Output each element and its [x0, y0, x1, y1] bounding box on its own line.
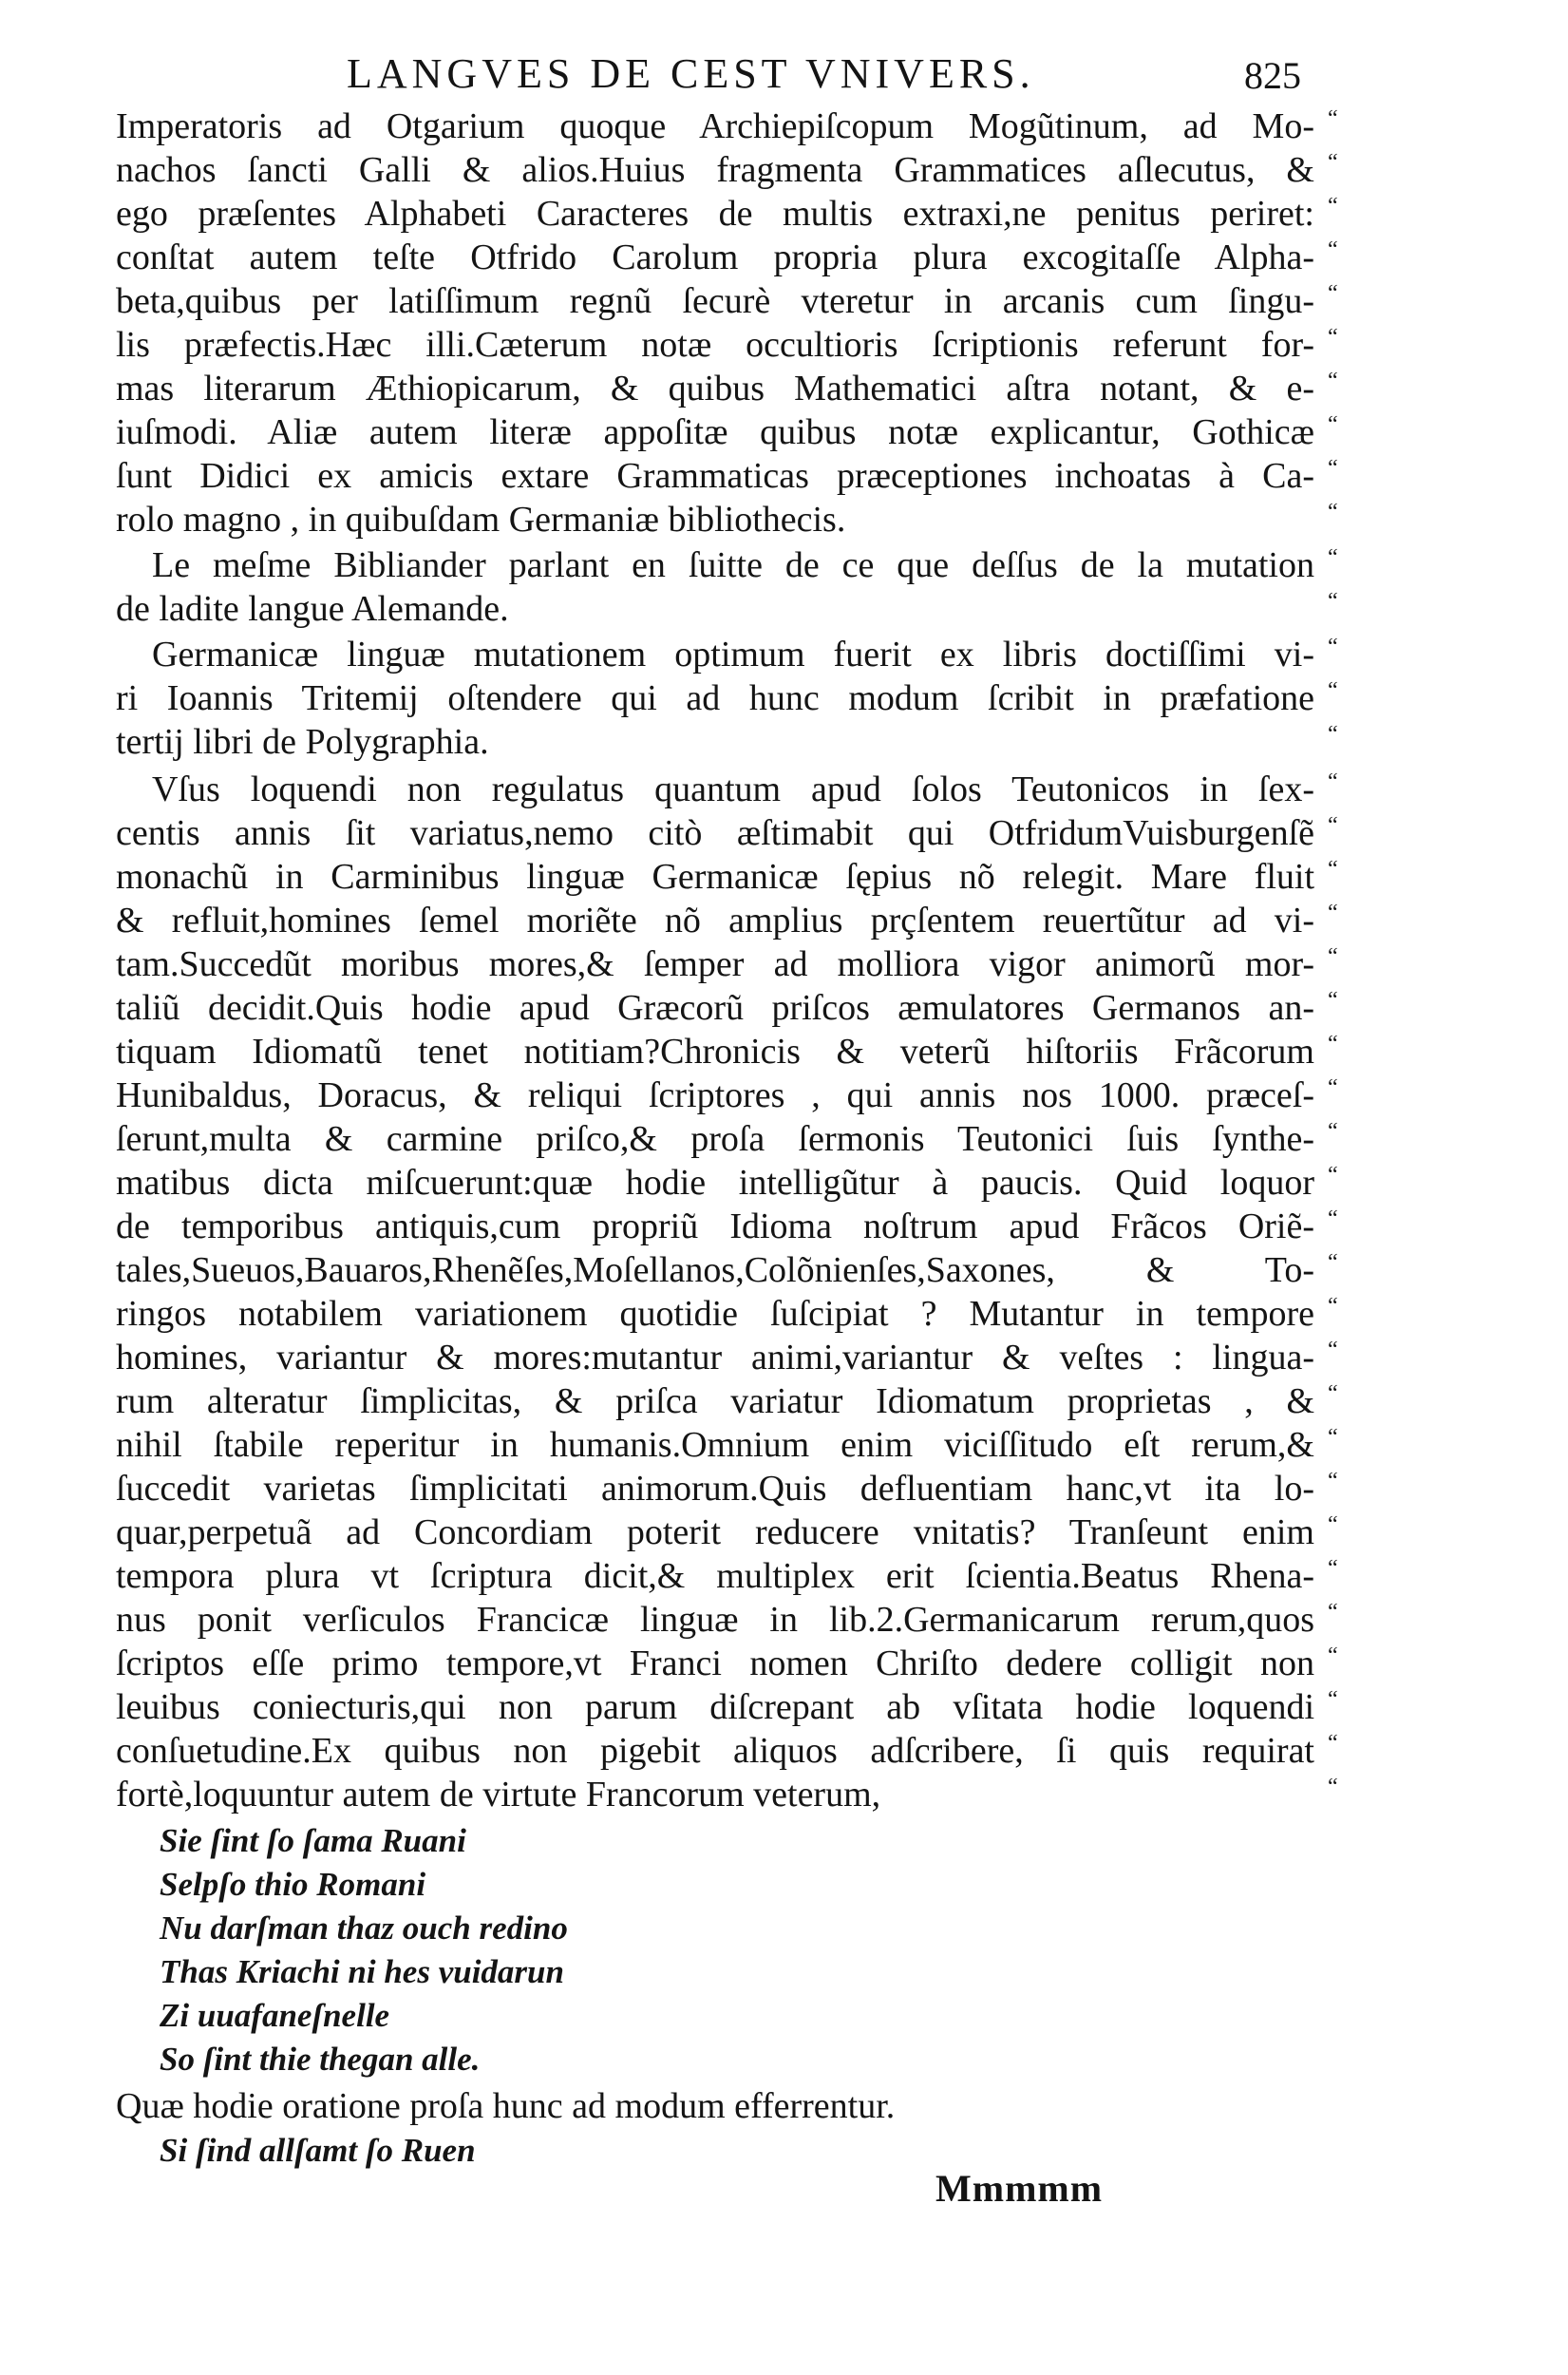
quote-mark: “	[1328, 678, 1338, 703]
text-line: ſerunt,multa & carmine priſco,& proſa ſermonis Teutonici ſuis ſynthe-	[116, 1119, 1314, 1159]
page-header	[0, 46, 1568, 103]
text-line: Vſus loquendi non regulatus quantum apud ſolos Teutonicos in ſex-	[152, 770, 1314, 809]
quote-mark: “	[1328, 944, 1338, 969]
text-line: beta,quibus per latiſſimum regnũ ſecurè vteretur in arcanis cum ſingu-	[116, 281, 1314, 321]
text-line: monachũ in Carminibus linguæ Germanicæ ſępius nõ relegit. Mare fluit	[116, 857, 1314, 897]
text-line: homines, variantur & mores:mutantur animi,variantur & veſtes : lingua-	[116, 1338, 1314, 1378]
quote-mark: “	[1328, 1687, 1338, 1712]
quote-mark: “	[1328, 988, 1338, 1013]
quote-mark: “	[1328, 545, 1338, 570]
text-line: Le meſme Bibliander parlant en ſuitte de ce que deſſus de la mutation	[152, 545, 1314, 585]
quote-mark: “	[1328, 1338, 1338, 1362]
text-line: rolo magno , in quibuſdam Germaniæ bibliothecis.	[116, 500, 846, 540]
text-line: lis præfectis.Hæc illi.Cæterum notæ occultioris ſcriptionis referunt for-	[116, 325, 1314, 365]
verse-line: Zi uuafaneſnelle	[160, 1997, 390, 2034]
quote-mark: “	[1328, 106, 1338, 131]
quote-mark: “	[1328, 1644, 1338, 1668]
text-line: centis annis ſit variatus,nemo citò æſtimabit qui OtfridumVuisburgenſẽ	[116, 813, 1314, 853]
text-line: conſuetudine.Ex quibus non pigebit aliquos adſcribere, ſi quis requirat	[116, 1731, 1314, 1771]
text-line: ri Ioannis Tritemij oſtendere qui ad hunc modum ſcribit in præfatione	[116, 678, 1314, 718]
quote-mark: “	[1328, 1119, 1338, 1144]
text-line: fortè,loquuntur autem de virtute Francorum veterum,	[116, 1775, 881, 1814]
quote-mark: “	[1328, 589, 1338, 614]
text-line: Hunibaldus, Doracus, & reliqui ſcriptores , qui annis nos 1000. præceſ-	[116, 1075, 1314, 1115]
text-line: Imperatoris ad Otgarium quoque Archiepiſcopum Mogũtinum, ad Mo-	[116, 106, 1314, 146]
text-line: de ladite langue Alemande.	[116, 589, 509, 629]
quote-mark: “	[1328, 813, 1338, 838]
quote-mark: “	[1328, 456, 1338, 481]
text-line: rum alteratur ſimplicitas, & priſca variatur Idiomatum proprietas , &	[116, 1381, 1314, 1421]
text-line: tiquam Idiomatũ tenet notitiam?Chronicis & veterũ hiſtoriis Frãcorum	[116, 1032, 1314, 1072]
quote-mark: “	[1328, 150, 1338, 175]
text-line: tales,Sueuos,Bauaros,Rhenẽſes,Moſellanos,Colõnienſes,Saxones, & To-	[116, 1250, 1314, 1290]
quote-mark: “	[1328, 1731, 1338, 1756]
quote-mark: “	[1328, 1381, 1338, 1406]
text-line: iuſmodi. Aliæ autem literæ appoſitæ quibus notæ explicantur, Gothicæ	[116, 412, 1314, 452]
quote-mark: “	[1328, 1032, 1338, 1056]
text-line: mas literarum Æthiopicarum, & quibus Mathematici aſtra notant, & e-	[116, 369, 1314, 408]
quote-mark: “	[1328, 1294, 1338, 1319]
quote-mark: “	[1328, 1600, 1338, 1624]
quote-mark: “	[1328, 1775, 1338, 1799]
text-line: tertij libri de Polygraphia.	[116, 722, 489, 762]
quote-mark: “	[1328, 635, 1338, 659]
verse-line: Selpſo thio Romani	[160, 1866, 426, 1903]
text-line: de temporibus antiquis,cum propriũ Idioma noſtrum apud Frãcos Oriẽ-	[116, 1206, 1314, 1246]
text-line: nus ponit verſiculos Francicæ linguæ in lib.2.Germanicarum rerum,quos	[116, 1600, 1314, 1640]
text-line: Germanicæ linguæ mutationem optimum fuerit ex libris doctiſſimi vi-	[152, 635, 1314, 674]
text-line: nihil ſtabile reperitur in humanis.Omnium enim viciſſitudo eſt rerum,&	[116, 1425, 1314, 1465]
prose-line: Quæ hodie oratione proſa hunc ad modum efferrentur.	[116, 2086, 896, 2126]
quote-mark: “	[1328, 1512, 1338, 1537]
quote-mark: “	[1328, 281, 1338, 306]
text-line: taliũ decidit.Quis hodie apud Græcorũ priſcos æmulatores Germanos an-	[116, 988, 1314, 1028]
quote-mark: “	[1328, 1425, 1338, 1450]
text-line: & refluit,homines ſemel moriẽte nõ amplius prçſentem reuertũtur ad vi-	[116, 901, 1314, 940]
verse-line: Thas Kriachi ni hes vuidarun	[160, 1953, 564, 1990]
text-line: quar,perpetuã ad Concordiam poterit reducere vnitatis? Tranſeunt enim	[116, 1512, 1314, 1552]
quote-mark: “	[1328, 412, 1338, 437]
quote-mark: “	[1328, 500, 1338, 524]
text-line: ringos notabilem variationem quotidie ſuſcipiat ? Mutantur in tempore	[116, 1294, 1314, 1334]
text-line: ſcriptos eſſe primo tempore,vt Franci nomen Chriſto dedere colligit non	[116, 1644, 1314, 1683]
quote-mark: “	[1328, 1556, 1338, 1581]
quote-mark: “	[1328, 325, 1338, 350]
text-line: nachos ſancti Galli & alios.Huius fragmenta Grammatices aſlecutus, &	[116, 150, 1314, 190]
verse-line: So ſint thie thegan alle.	[160, 2041, 481, 2078]
verse-line: Si ſind allſamt ſo Ruen	[160, 2132, 476, 2169]
quote-mark: “	[1328, 1075, 1338, 1100]
running-title: LANGVES DE CEST VNIVERS.	[347, 50, 1035, 97]
quote-mark: “	[1328, 369, 1338, 393]
catchword: Mmmmm	[935, 2167, 1104, 2210]
quote-mark: “	[1328, 194, 1338, 218]
text-line: tempora plura vt ſcriptura dicit,& multiplex erit ſcientia.Beatus Rhena-	[116, 1556, 1314, 1596]
quote-mark: “	[1328, 1206, 1338, 1231]
text-line: conſtat autem teſte Otfrido Carolum propria plura excogitaſſe Alpha-	[116, 238, 1314, 277]
text-line: ſunt Didici ex amicis extare Grammaticas præceptiones inchoatas à Ca-	[116, 456, 1314, 496]
quote-mark: “	[1328, 1163, 1338, 1188]
quote-mark: “	[1328, 722, 1338, 747]
text-line: matibus dicta miſcuerunt:quæ hodie intelligũtur à paucis. Quid loquor	[116, 1163, 1314, 1203]
quote-mark: “	[1328, 770, 1338, 794]
text-line: leuibus coniecturis,qui non parum diſcrepant ab vſitata hodie loquendi	[116, 1687, 1314, 1727]
quote-mark: “	[1328, 1469, 1338, 1493]
text-line: ſuccedit varietas ſimplicitati animorum.Quis defluentiam hanc,vt ita lo-	[116, 1469, 1314, 1509]
quote-mark: “	[1328, 238, 1338, 262]
verse-line: Nu darſman thaz ouch redino	[160, 1910, 568, 1947]
quote-mark: “	[1328, 857, 1338, 882]
verse-line: Sie ſint ſo ſama Ruani	[160, 1822, 466, 1859]
text-line: tam.Succedũt moribus mores,& ſemper ad molliora vigor animorũ mor-	[116, 944, 1314, 984]
text-line: ego præſentes Alphabeti Caracteres de multis extraxi,ne penitus periret:	[116, 194, 1314, 234]
page-number: 825	[1244, 54, 1301, 97]
quote-mark: “	[1328, 1250, 1338, 1275]
quote-mark: “	[1328, 901, 1338, 925]
